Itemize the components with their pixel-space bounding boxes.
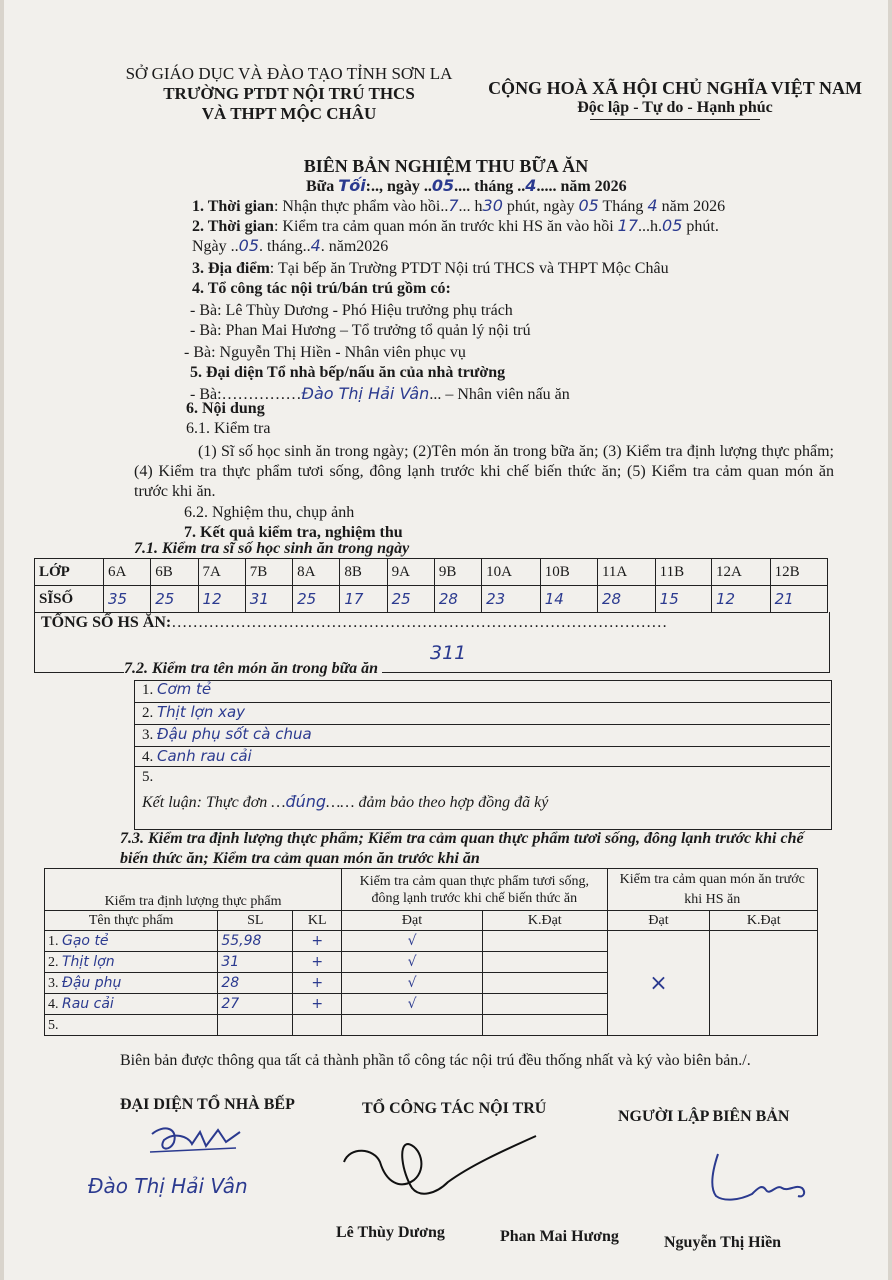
- food-pass-cell: √: [342, 994, 483, 1015]
- count-cell: 28: [597, 586, 655, 613]
- total-value: 311: [430, 642, 467, 664]
- food-check-title: 7.3. Kiểm tra định lượng thực phẩm; Kiểm tra cảm quan thực phẩm tươi sống, đông lạnh trước khi chế: [120, 830, 804, 847]
- class-row: [35, 559, 828, 586]
- food-name-cell: 3. Đậu phụ: [45, 973, 218, 994]
- food-name-cell: 1. Gạo tẻ: [45, 931, 218, 952]
- class-cell: 12A: [711, 559, 770, 586]
- food-pass-cell: √: [342, 931, 483, 952]
- member-1: - Bà: Lê Thùy Dương - Phó Hiệu trưởng phụ trách: [190, 302, 513, 319]
- section-7-title: 7. Kết quả kiểm tra, nghiệm thu: [184, 524, 403, 541]
- class-cell: 7B: [245, 559, 292, 586]
- dish-name: Đậu phụ sốt cà chua: [157, 725, 312, 743]
- food-kl-cell: +: [293, 994, 342, 1015]
- count-cell: 28: [434, 586, 481, 613]
- food-sl-cell: 55,98: [218, 931, 293, 952]
- food-sl-cell: [218, 1015, 293, 1036]
- menu-conclusion-value: đúng: [285, 792, 327, 811]
- closing-text: Biên bản được thông qua tất cả thành phần tổ công tác nội trú đều thống nhất và ký vào biên bản./.: [120, 1052, 751, 1069]
- food-kl-cell: +: [293, 973, 342, 994]
- food-fail-cell: [483, 931, 608, 952]
- section-1: 1. Thời gian: Nhận thực phẩm vào hồi..7... h30 phút, ngày 05 Tháng 4 năm 2026: [192, 196, 726, 215]
- food-pass-cell: [342, 1015, 483, 1036]
- section-4-title: 4. Tổ công tác nội trú/bán trú gồm có:: [192, 280, 451, 297]
- dish-name: Canh rau cải: [157, 747, 252, 765]
- class-cell: 12B: [770, 559, 827, 586]
- section-6-1-body: (1) Sĩ số học sinh ăn trong ngày; (2)Tên món ăn trong bữa ăn; (3) Kiểm tra định lượng thực phẩm; (4) Kiểm tra thực phẩm tươi sống, đông lạnh trước khi chế biến thức ăn; (5) Kiểm tra cảm quan món ăn trước khi ăn.: [134, 443, 834, 500]
- signature-kitchen-mark: [144, 1122, 244, 1158]
- attendance-table: [34, 558, 828, 613]
- food-check-title-2: biến thức ăn; Kiểm tra cảm quan món ăn trước khi ăn: [120, 850, 480, 867]
- col-fail: K.Đạt: [483, 911, 608, 931]
- class-cell: 11A: [597, 559, 655, 586]
- dish-row: 4. Canh rau cải: [134, 746, 830, 769]
- food-name-cell: 4. Rau cải: [45, 994, 218, 1015]
- class-cell: 8A: [293, 559, 340, 586]
- kitchen-representative-name: Đào Thị Hải Vân: [301, 384, 430, 403]
- food-kl-cell: +: [293, 952, 342, 973]
- kitchen-representative: - Bà:……………Đào Thị Hải Vân... – Nhân viên nấu ăn: [190, 384, 570, 403]
- count-cell: 35: [104, 586, 151, 613]
- signature-name-hien: Nguyễn Thị Hiền: [664, 1234, 782, 1251]
- class-cell: 9B: [434, 559, 481, 586]
- food-sl-cell: 27: [218, 994, 293, 1015]
- meal-date-line: Bữa Tối:.., ngày ..05.... tháng ..4..... năm 2026: [306, 176, 627, 195]
- class-cell: 10A: [482, 559, 541, 586]
- food-check-table: [44, 868, 818, 1036]
- document-title: BIÊN BẢN NGHIỆM THU BỮA ĂN: [303, 156, 589, 176]
- meal-day-value: 05: [431, 176, 455, 195]
- food-row: [45, 931, 818, 952]
- food-sl-cell: 28: [218, 973, 293, 994]
- signature-name-duong: Lê Thùy Dương: [336, 1224, 445, 1241]
- signature-name-huong: Phan Mai Hương: [500, 1228, 619, 1245]
- header-fresh: Kiểm tra cảm quan thực phẩm tươi sống, đông lạnh trước khi chế biến thức ăn: [342, 869, 607, 911]
- count-cell: 15: [655, 586, 711, 613]
- count-cell: 14: [540, 586, 597, 613]
- signature-author-mark: [704, 1148, 814, 1208]
- header-right: [480, 78, 870, 120]
- meal-month-value: 4: [525, 176, 537, 195]
- food-name-cell: 5.: [45, 1015, 218, 1036]
- signature-kitchen-name: Đào Thị Hải Vân: [88, 1174, 248, 1198]
- count-cell: 12: [711, 586, 770, 613]
- count-cell: 25: [387, 586, 434, 613]
- food-fail-cell: [483, 994, 608, 1015]
- col-sl: SL: [218, 911, 293, 931]
- member-2: - Bà: Phan Mai Hương – Tổ trưởng tổ quản lý nội trú: [190, 322, 531, 339]
- food-fail-cell: [483, 1015, 608, 1036]
- count-row-label: SĨSỐ: [35, 586, 104, 613]
- meal-fail-cell: [710, 931, 818, 1036]
- count-cell: 21: [770, 586, 827, 613]
- section-6-1: 6.1. Kiểm tra: [186, 420, 271, 437]
- food-fail-cell: [483, 952, 608, 973]
- header-quantity: Kiểm tra định lượng thực phẩm: [45, 869, 342, 911]
- signature-committee-mark: [340, 1132, 540, 1202]
- school-name: TRƯỜNG PTDT NỘI TRÚ THCS: [163, 84, 415, 103]
- dish-name: Cơm tẻ: [157, 680, 212, 698]
- dish-row: 2. Thịt lợn xay: [134, 702, 830, 725]
- food-kl-cell: [293, 1015, 342, 1036]
- col-name: Tên thực phẩm: [45, 911, 218, 931]
- class-cell: 11B: [655, 559, 711, 586]
- section-2: 2. Thời gian: Kiểm tra cảm quan món ăn trước khi HS ăn vào hồi 17...h.05 phút.: [192, 216, 719, 235]
- count-cell: 17: [340, 586, 387, 613]
- col-pass: Đạt: [342, 911, 483, 931]
- header-left: [104, 64, 474, 124]
- section-6-title: 6. Nội dung: [186, 400, 265, 417]
- col-fail-2: K.Đạt: [710, 911, 818, 931]
- school-name-2: VÀ THPT MỘC CHÂU: [201, 104, 377, 123]
- food-fail-cell: [483, 973, 608, 994]
- section-3: 3. Địa điểm: Tại bếp ăn Trường PTDT Nội trú THCS và THPT Mộc Châu: [192, 260, 669, 277]
- food-kl-cell: +: [293, 931, 342, 952]
- section-7-1-title: 7.1. Kiểm tra sĩ số học sinh ăn trong ngày: [134, 540, 410, 557]
- food-name-cell: 2. Thịt lợn: [45, 952, 218, 973]
- class-cell: 9A: [387, 559, 434, 586]
- menu-conclusion: Kết luận: Thực đơn …đúng…… đảm bảo theo hợp đồng đã ký: [142, 792, 549, 811]
- country-motto: Độc lập - Tự do - Hạnh phúc: [577, 99, 773, 116]
- count-cell: 12: [198, 586, 245, 613]
- class-cell: 6A: [104, 559, 151, 586]
- department-name: SỞ GIÁO DỤC VÀ ĐÀO TẠO TỈNH SƠN LA: [125, 64, 453, 83]
- dish-row: 3. Đậu phụ sốt cà chua: [134, 724, 830, 747]
- count-cell: 23: [482, 586, 541, 613]
- menu-title: 7.2. Kiểm tra tên món ăn trong bữa ăn: [124, 660, 382, 678]
- meal-pass-cell: ×: [607, 931, 710, 1036]
- signature-committee-title: TỔ CÔNG TÁC NỘI TRÚ: [362, 1100, 547, 1117]
- country-title: CỘNG HOÀ XÃ HỘI CHỦ NGHĨA VIỆT NAM: [488, 78, 862, 98]
- total-label: TỔNG SỐ HS ĂN:…………………………………………………………………………………: [41, 614, 668, 631]
- count-row: [35, 586, 828, 613]
- signature-kitchen-title: ĐẠI DIỆN TỔ NHÀ BẾP: [120, 1096, 295, 1113]
- header-meal: Kiểm tra cảm quan món ăn trước khi HS ăn: [607, 869, 817, 911]
- col-pass-2: Đạt: [607, 911, 710, 931]
- dish-row: 1. Cơm tẻ: [142, 680, 212, 698]
- count-cell: 31: [245, 586, 292, 613]
- section-2-date: Ngày ..05. tháng..4. năm2026: [192, 236, 389, 255]
- count-cell: 25: [293, 586, 340, 613]
- class-cell: 7A: [198, 559, 245, 586]
- class-cell: 8B: [340, 559, 387, 586]
- section-5-title: 5. Đại diện Tổ nhà bếp/nấu ăn của nhà trường: [190, 364, 506, 381]
- dish-name: Thịt lợn xay: [157, 703, 246, 721]
- food-pass-cell: √: [342, 952, 483, 973]
- dish-row: 5.: [134, 766, 830, 789]
- member-3: - Bà: Nguyễn Thị Hiền - Nhân viên phục vụ: [184, 344, 466, 361]
- class-cell: 10B: [540, 559, 597, 586]
- food-sl-cell: 31: [218, 952, 293, 973]
- class-row-label: LỚP: [35, 559, 104, 586]
- signature-author-title: NGƯỜI LẬP BIÊN BẢN: [618, 1108, 790, 1125]
- col-kl: KL: [293, 911, 342, 931]
- food-pass-cell: √: [342, 973, 483, 994]
- count-cell: 25: [151, 586, 198, 613]
- class-cell: 6B: [151, 559, 198, 586]
- section-6-2: 6.2. Nghiệm thu, chụp ảnh: [184, 504, 355, 521]
- document-page: [4, 0, 888, 1280]
- motto-underline: [590, 119, 760, 120]
- meal-type-value: Tối: [338, 176, 366, 195]
